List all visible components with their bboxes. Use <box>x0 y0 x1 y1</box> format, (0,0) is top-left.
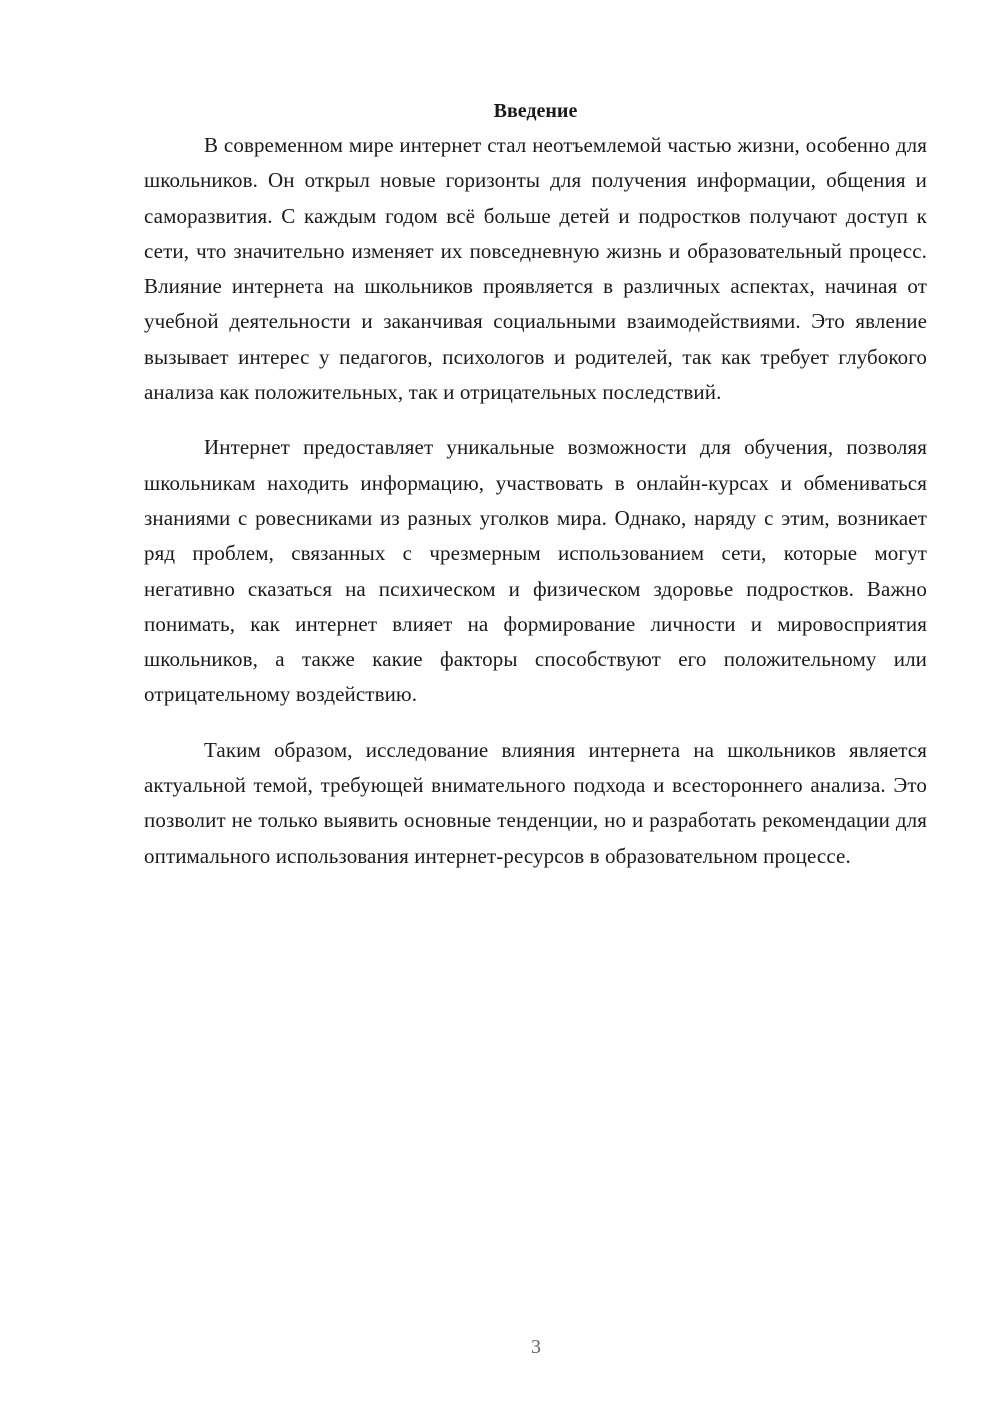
section-heading: Введение <box>493 100 578 122</box>
paragraph-2: Интернет предоставляет уникальные возможности для обучения, позволяя школьникам находить информацию, участвовать в онлайн-курсах и обмениваться знаниями с ровесниками из разных уголков мира. Однако, наряду с этим, возникает ряд проблем, связанных с чрезмерным использованием сети, которые могут негативно сказаться на психическом и физическом здоровье подростков. Важно понимать, как интернет влияет на формирование личности и мировосприятия школьников, а также какие факторы способствуют его положительному или отрицательному воздействию. <box>144 435 927 707</box>
page-number: 3 <box>531 1336 541 1358</box>
page-content <box>144 96 927 874</box>
paragraph-1: В современном мире интернет стал неотъемлемой частью жизни, особенно для школьников. Он открыл новые горизонты для получения информации, общения и саморазвития. С каждым годом всё больше детей и подростков получают доступ к сети, что значительно изменяет их повседневную жизнь и образовательный процесс. Влияние интернета на школьников проявляется в различных аспектах, начиная от учебной деятельности и заканчивая социальными взаимодействиями. Это явление вызывает интерес у педагогов, психологов и родителей, так как требует глубокого анализа как положительных, так и отрицательных последствий. <box>144 133 927 405</box>
paragraph-3: Таким образом, исследование влияния интернета на школьников является актуальной темой, требующей внимательного подхода и всестороннего анализа. Это позволит не только выявить основные тенденции, но и разработать рекомендации для оптимального использования интернет-ресурсов в образовательном процессе. <box>144 737 927 868</box>
